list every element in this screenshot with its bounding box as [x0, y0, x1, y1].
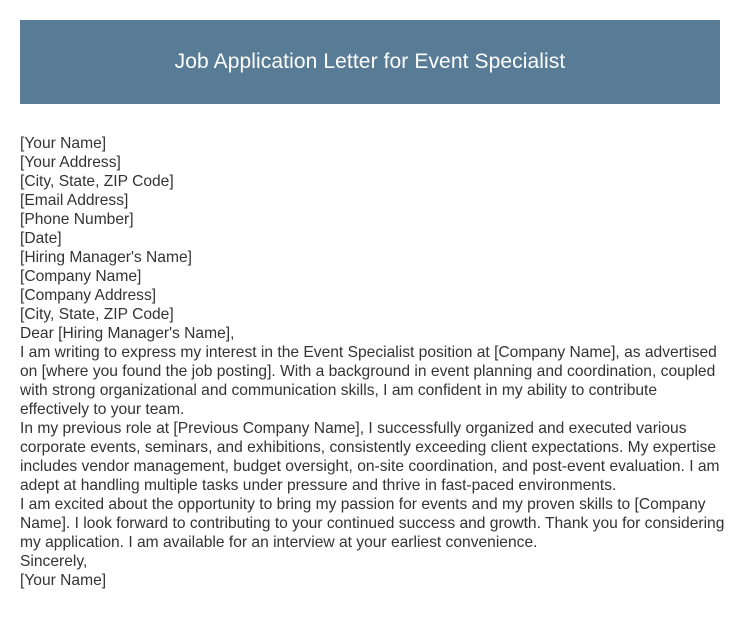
sender-name: [Your Name] [20, 135, 107, 152]
sender-city-state-zip: [City, State, ZIP Code] [20, 173, 174, 190]
recipient-company-address: [Company Address] [20, 287, 157, 304]
recipient-city-state-zip: [City, State, ZIP Code] [20, 306, 174, 323]
body-paragraph-1: I am writing to express my interest in the Event Specialist position at [Company Name], as advertised on [where you found the job posting]. With a background in event planning and coordination, coupled with strong organizational and communication skills, I am confident in my ability to contribute effectively to your team. [20, 344, 717, 418]
signature: [Your Name] [20, 572, 107, 589]
body-paragraph-2: In my previous role at [Previous Company Name], I successfully organized and executed various corporate events, seminars, and exhibitions, consistently exceeding client expectations. My expertise includes vendor management, budget oversight, on-site coordination, and post-event evaluation. I am adept at handling multiple tasks under pressure and thrive in fast-paced environments. [20, 420, 720, 494]
letter-date: [Date] [20, 230, 62, 247]
closing: Sincerely, [20, 553, 88, 570]
sender-address: [Your Address] [20, 154, 121, 171]
page-title: Job Application Letter for Event Specialist [174, 50, 566, 73]
header-banner [20, 20, 720, 104]
salutation: Dear [Hiring Manager's Name], [20, 325, 235, 342]
recipient-hiring-manager: [Hiring Manager's Name] [20, 249, 192, 266]
sender-email: [Email Address] [20, 192, 129, 209]
sender-phone: [Phone Number] [20, 211, 134, 228]
body-paragraph-3: I am excited about the opportunity to bring my passion for events and my proven skills to [Company Name]. I look forward to contributing to your continued success and growth. Thank you for considering my application. I am available for an interview at your earliest convenience. [20, 496, 725, 551]
recipient-company-name: [Company Name] [20, 268, 142, 285]
letter-body [20, 134, 725, 590]
